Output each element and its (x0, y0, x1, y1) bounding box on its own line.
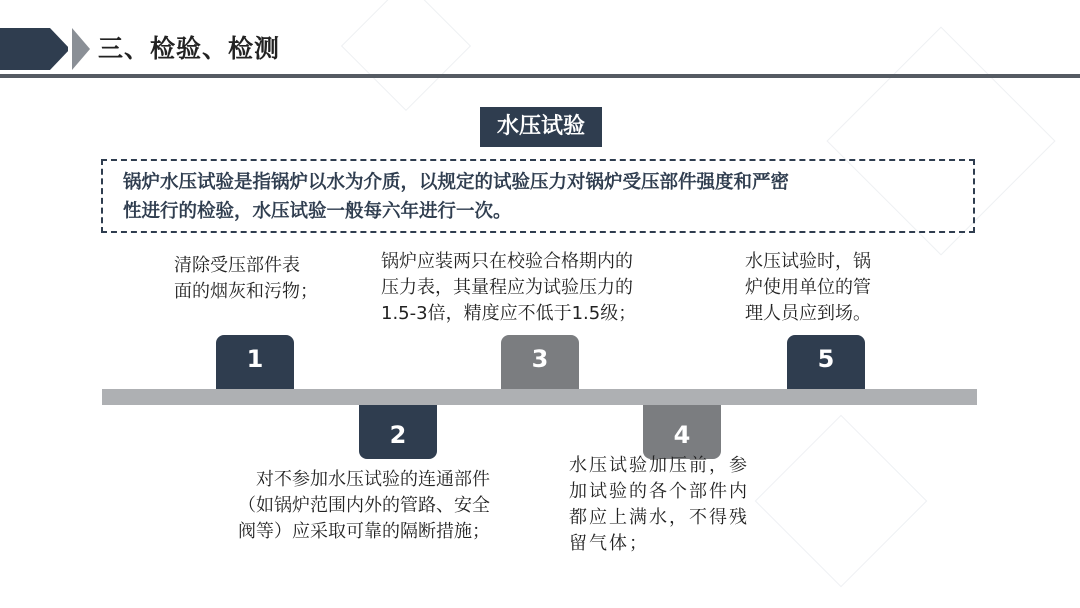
step-marker-2: 2 (359, 405, 437, 459)
note-line: 炉使用单位的管 (745, 277, 871, 298)
note-line: 都应上满水，不得残 (569, 507, 749, 528)
chevron-icon (50, 28, 70, 70)
note-line: 清除受压部件表 (174, 255, 300, 276)
step-note-3 (381, 249, 636, 327)
step-note-1 (174, 253, 318, 305)
description-line: 锅炉水压试验是指锅炉以水为介质，以规定的试验压力对锅炉受压部件强度和严密 (123, 172, 790, 193)
timeline-axis (102, 389, 977, 405)
note-line: 阀等）应采取可靠的隔断措施； (238, 521, 490, 542)
note-line: 对不参加水压试验的连通部件 (256, 469, 490, 490)
note-line: 加试验的各个部件内 (569, 481, 749, 502)
note-line: （如锅炉范围内外的管路、安全 (238, 495, 490, 516)
step-marker-1: 1 (216, 335, 294, 389)
page-title: 三、检验、检测 (98, 34, 281, 63)
step-note-2 (238, 467, 490, 545)
step-note-4 (569, 453, 749, 557)
note-line: 水压试验加压前，参 (569, 455, 749, 476)
step-marker-5: 5 (787, 335, 865, 389)
note-line: 面的烟灰和污物； (174, 281, 318, 302)
step-note-5 (745, 249, 871, 327)
background-diamond (341, 0, 471, 111)
background-diamond (755, 415, 928, 588)
header-divider (0, 74, 1080, 78)
note-line: 留气体； (569, 533, 649, 554)
description-line: 性进行的检验，水压试验一般每六年进行一次。 (123, 201, 512, 222)
note-line: 理人员应到场。 (745, 303, 871, 324)
step-marker-4: 4 (643, 405, 721, 459)
note-line: 压力表，其量程应为试验压力的 (381, 277, 633, 298)
section-tag: 水压试验 (480, 107, 602, 147)
description-box (101, 159, 975, 233)
chevron-icon (72, 28, 90, 70)
step-marker-3: 3 (501, 335, 579, 389)
header-bar (0, 28, 50, 70)
note-line: 水压试验时，锅 (745, 251, 871, 272)
note-line: 1.5-3倍，精度应不低于1.5级； (381, 303, 637, 324)
note-line: 锅炉应装两只在校验合格期内的 (381, 251, 633, 272)
